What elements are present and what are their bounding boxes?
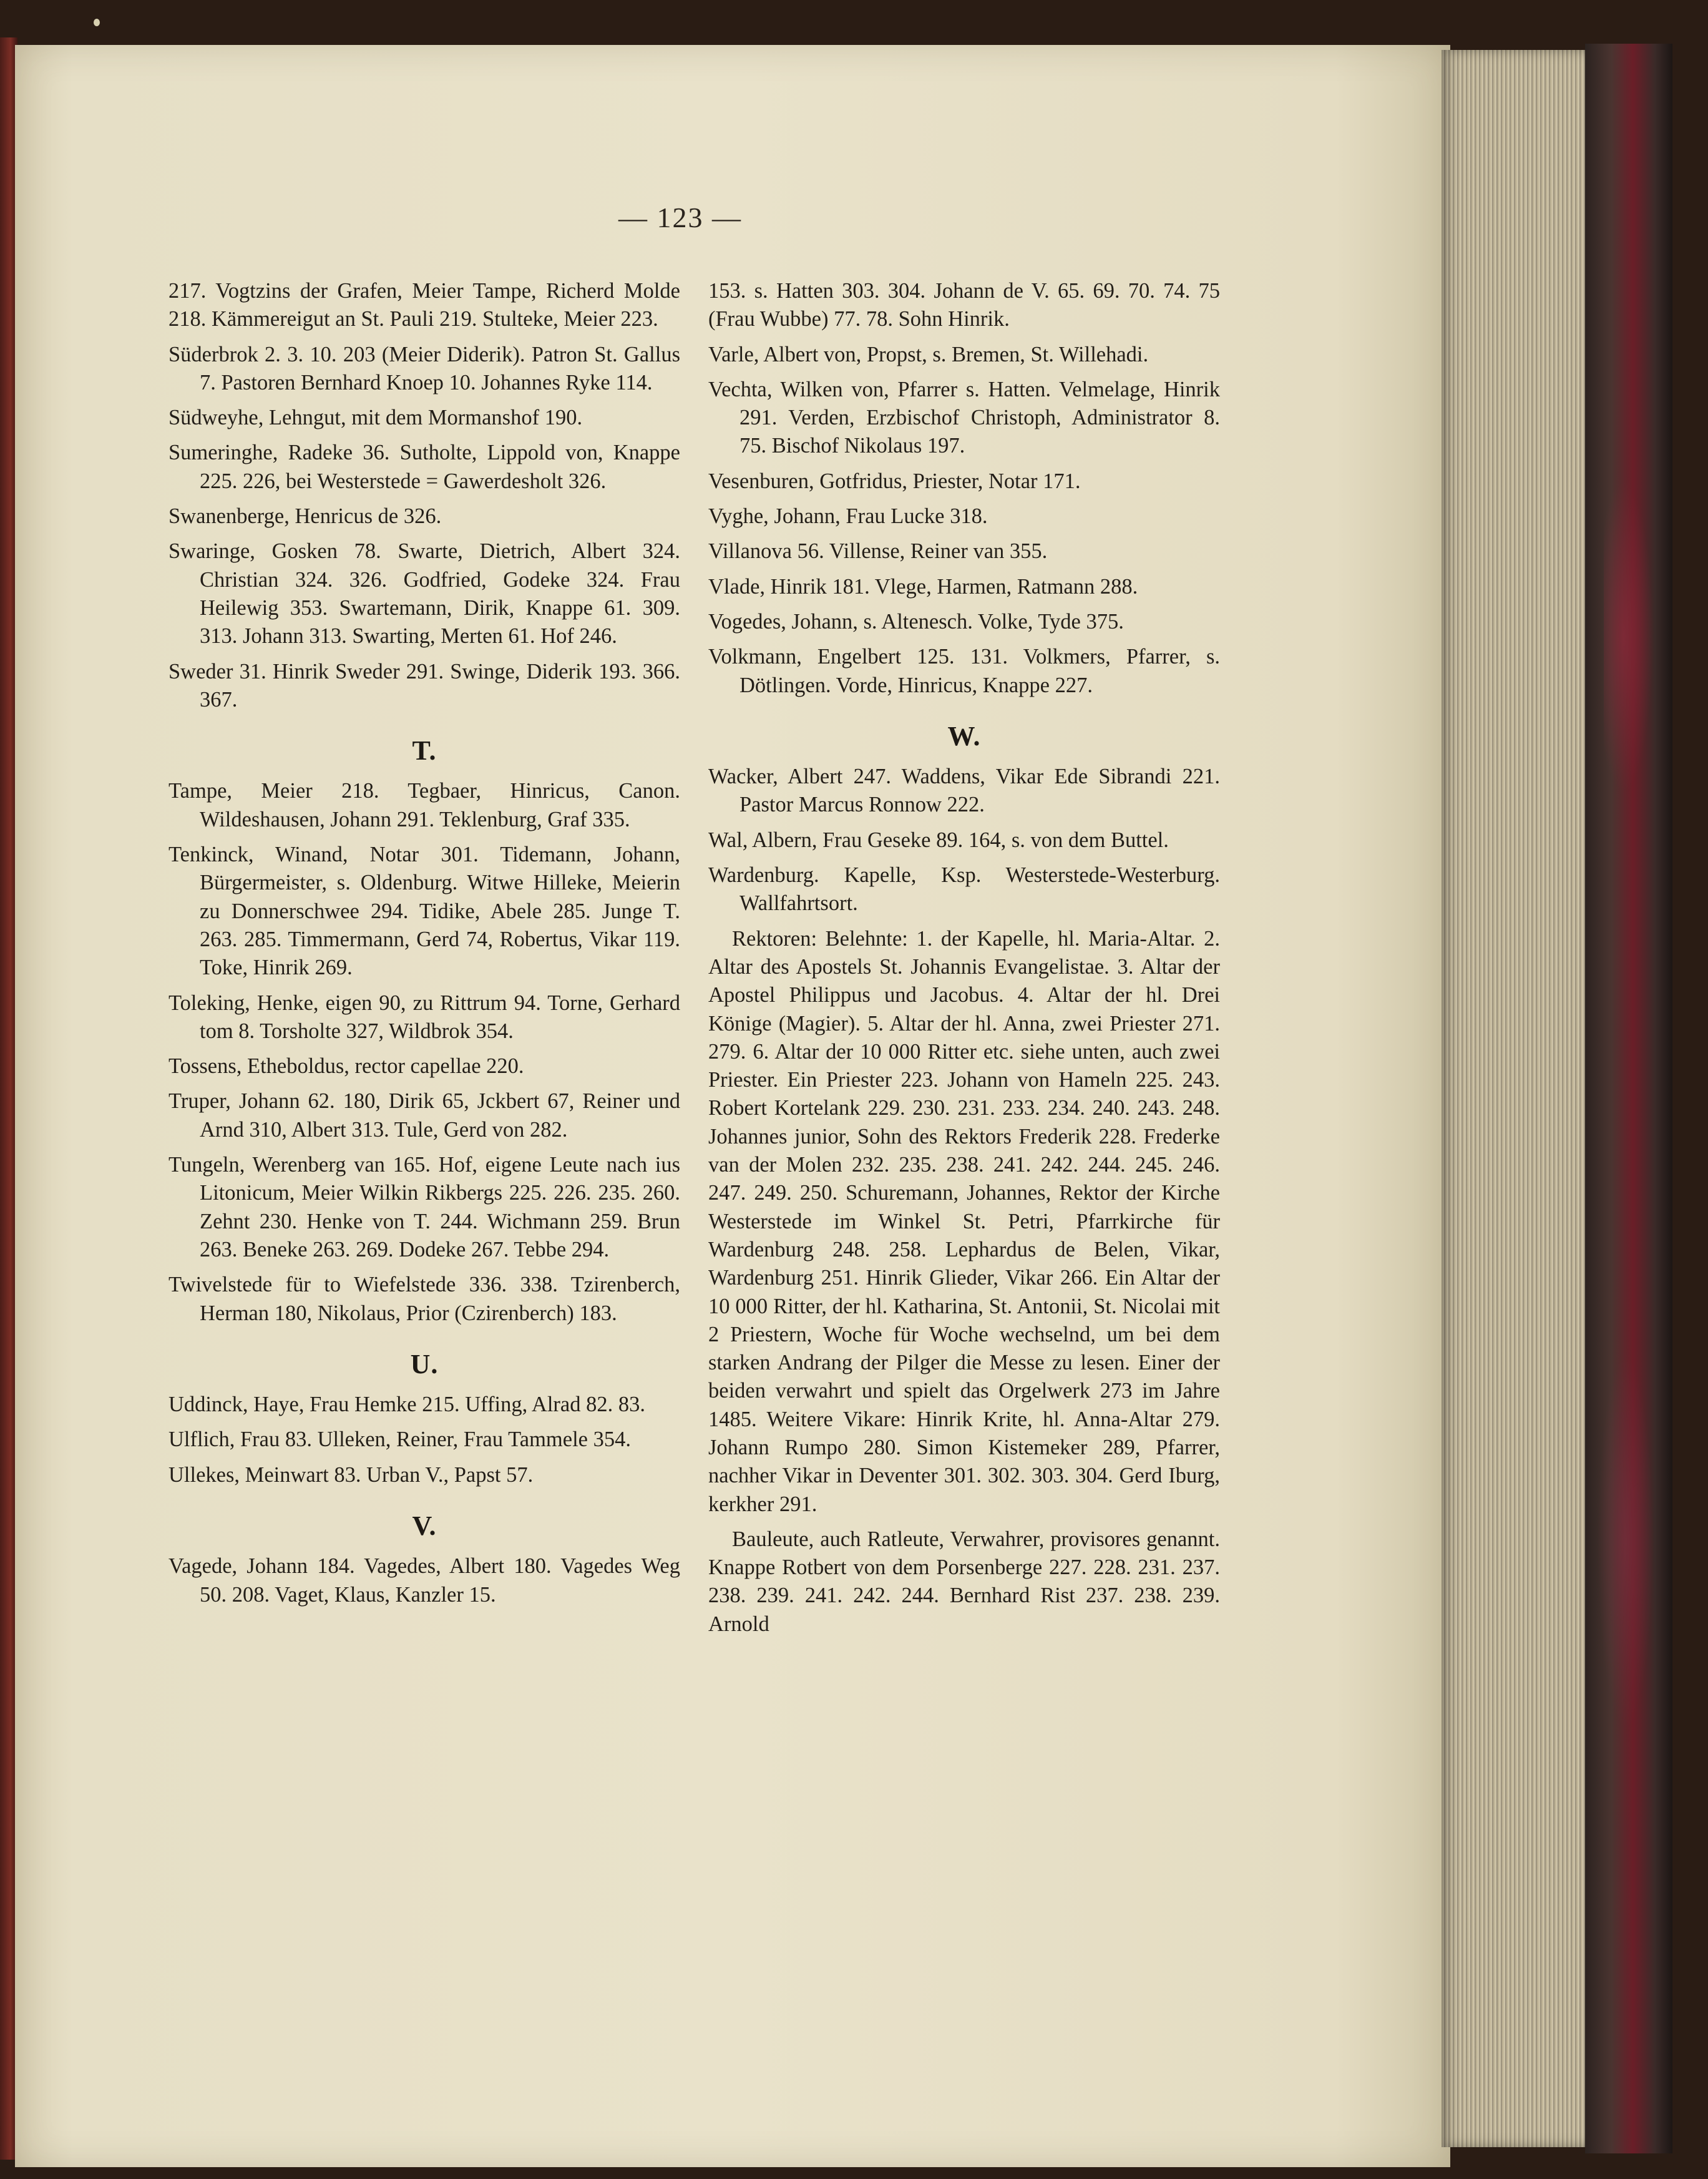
index-entry: 153. s. Hatten 303. 304. Johann de V. 65. 69. 70. 74. 75 (Frau Wubbe) 77. 78. Sohn Hinrik. <box>708 279 1220 331</box>
index-entry: Vechta, Wilken von, Pfarrer s. Hatten. Velmelage, Hinrik 291. Verden, Erzbischof Christoph, Administrator 8. 75. Bischof Nikolaus 197. <box>708 377 1220 458</box>
section-letter-heading: W. <box>947 720 981 752</box>
section-letter-heading: V. <box>412 1510 437 1541</box>
index-entry: Sumeringhe, Radeke 36. Sutholte, Lippold von, Knappe 225. 226, bei Westerstede = Gawerdesholt 326. <box>168 441 680 493</box>
index-entry: Vesenburen, Gotfridus, Priester, Notar 171. <box>708 469 1081 493</box>
index-entry: 217. Vogtzins der Grafen, Meier Tampe, Richerd Molde 218. Kämmereigut an St. Pauli 219. Stulteke, Meier 223. <box>168 279 680 331</box>
index-entry: Swanenberge, Henricus de 326. <box>168 504 442 529</box>
index-entry: Toleking, Henke, eigen 90, zu Rittrum 94. Torne, Gerhard tom 8. Torsholte 327, Wildbrok 354. <box>168 991 680 1043</box>
index-entry: Villanova 56. Villense, Reiner van 355. <box>708 539 1048 564</box>
page-number: — 123 — <box>618 202 742 233</box>
index-entry: Ullekes, Meinwart 83. Urban V., Papst 57. <box>168 1462 534 1487</box>
index-entry: Vlade, Hinrik 181. Vlege, Harmen, Ratmann 288. <box>708 574 1138 599</box>
index-entry: Volkmann, Engelbert 125. 131. Volkmers, Pfarrer, s. Dötlingen. Vorde, Hinricus, Knappe 227. <box>708 645 1220 697</box>
marbled-paper-pattern <box>1604 481 1654 793</box>
index-entry: Wacker, Albert 247. Waddens, Vikar Ede Sibrandi 221. Pastor Marcus Ronnow 222. <box>708 765 1220 817</box>
marbled-paper-pattern <box>1598 1354 1654 1729</box>
index-entry: Tungeln, Werenberg van 165. Hof, eigene Leute nach ius Litonicum, Meier Wilkin Rikbergs 225. 226. 235. 260. Zehnt 230. Henke von T. 244. Wichmann 259. Brun 263. Beneke 263. 269. Dodeke 267. Tebbe 294. <box>168 1153 680 1261</box>
paper-speck <box>94 19 100 26</box>
index-column-right <box>708 277 1220 1645</box>
page-stack-edge <box>1442 50 1598 2147</box>
index-entry: Sweder 31. Hinrik Sweder 291. Swinge, Diderik 193. 366. 367. <box>168 659 680 712</box>
index-entry: Wardenburg. Kapelle, Ksp. Westerstede-Westerburg. Wallfahrtsort. <box>708 863 1220 916</box>
index-entry: Varle, Albert von, Propst, s. Bremen, St. Willehadi. <box>708 342 1149 366</box>
index-entry: Vyghe, Johann, Frau Lucke 318. <box>708 504 988 529</box>
index-entry: Tenkinck, Winand, Notar 301. Tidemann, Johann, Bürgermeister, s. Oldenburg. Witwe Hilleke, Meierin zu Donnerschwee 294. Tidike, Abele 285. Junge T. 263. 285. Timmermann, Gerd 74, Robertus, Vikar 119. Toke, Hinrik 269. <box>168 843 680 980</box>
index-entry: Vagede, Johann 184. Vagedes, Albert 180. Vagedes Weg 50. 208. Vaget, Klaus, Kanzler 15. <box>168 1554 680 1607</box>
section-letter-heading: T. <box>412 735 437 766</box>
book-cover-right-edge <box>1585 44 1672 2153</box>
index-entry: Truper, Johann 62. 180, Dirik 65, Jckbert 67, Reiner und Arnd 310, Albert 313. Tule, Gerd von 282. <box>168 1089 680 1142</box>
index-entry: Süderbrok 2. 3. 10. 203 (Meier Diderik). Patron St. Gallus 7. Pastoren Bernhard Knoep 10. Johannes Ryke 114. <box>168 342 680 394</box>
index-entry: Wal, Albern, Frau Geseke 89. 164, s. von dem Buttel. <box>708 828 1169 852</box>
index-entry: Vogedes, Johann, s. Altenesch. Volke, Tyde 375. <box>708 609 1124 634</box>
index-entry: Swaringe, Gosken 78. Swarte, Dietrich, Albert 324. Christian 324. 326. Godfried, Godeke 324. Frau Heilewig 353. Swartemann, Dirik, Knappe 61. 309. 313. Johann 313. Swarting, Merten 61. Hof 246. <box>168 539 680 649</box>
index-entry: Uddinck, Haye, Frau Hemke 215. Uffing, Alrad 82. 83. <box>168 1393 645 1417</box>
index-entry: Tossens, Etheboldus, rector capellae 220. <box>168 1054 524 1079</box>
index-subparagraph: Rektoren: Belehnte: 1. der Kapelle, hl. Maria-Altar. 2. Altar des Apostels St. Johannis Evangelistae. 3. Altar der Apostel Philippus und Jacobus. 4. Altar der hl. Drei Könige (Magier). 5. Altar der hl. Anna, zwei Priester 271. 279. 6. Altar der 10 000 Ritter etc. siehe unten, auch zwei Priester. Ein Priester 223. Johann von Hameln 225. 243. Robert Kortelank 229. 230. 231. 233. 234. 240. 243. 248. Johannes junior, Sohn des Rektors Frederik 228. Frederke van der Molen 232. 235. 238. 241. 242. 244. 245. 246. 247. 249. 250. Schuremann, Johannes, Rektor der Kirche Westerstede im Winkel St. Petri, Pfarrkirche für Wardenburg 248. 258. Lephardus de Belen, Vikar, Wardenburg 251. Hinrik Glieder, Vikar 266. Ein Altar der 10 000 Ritter, der hl. Katharina, St. Antonii, St. Nicolai mit 2 Priestern, Woche für Woche wechselnd, um bei dem starken Andrang der Pilger die Messe zu lesen. Einer der beiden verwahrt und spielt das Orgelwerk 273 im Jahre 1485. Weitere Vikare: Hinrik Krite, hl. Anna-Altar 279. Johann Rumpo 280. Simon Kistemeker 289, Pfarrer, nachher Vikar in Deventer 301. 302. 303. 304. Gerd Iburg, kerkher 291. <box>708 926 1220 1516</box>
index-entry: Ulflich, Frau 83. Ulleken, Reiner, Frau Tammele 354. <box>168 1427 631 1452</box>
index-column-left <box>168 277 680 1616</box>
index-subparagraph: Bauleute, auch Ratleute, Verwahrer, provisores genannt. Knappe Rotbert von dem Porsenberge 227. 228. 231. 237. 238. 239. 241. 242. 244. Bernhard Rist 237. 238. 239. Arnold <box>708 1527 1220 1636</box>
index-entry: Twivelstede für to Wiefelstede 336. 338. Tzirenberch, Herman 180, Nikolaus, Prior (Czirenberch) 183. <box>168 1273 680 1325</box>
index-entry: Tampe, Meier 218. Tegbaer, Hinricus, Canon. Wildeshausen, Johann 291. Teklenburg, Graf 335. <box>168 779 680 831</box>
section-letter-heading: U. <box>410 1348 439 1379</box>
index-entry: Südweyhe, Lehngut, mit dem Mormanshof 190. <box>168 406 583 430</box>
